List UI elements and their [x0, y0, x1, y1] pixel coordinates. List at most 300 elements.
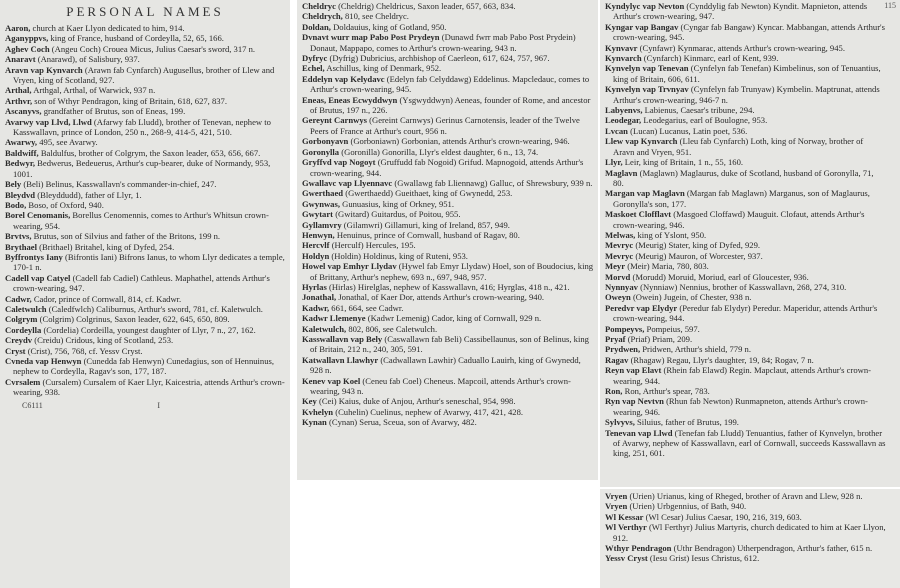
- entry-description: 802, 806, see Caletwulch.: [348, 323, 438, 334]
- entry-description: (Rhagaw) Regau, Llyr's daughter, 19, 84; Rogav, 7 n.: [630, 354, 814, 365]
- index-entry: [605, 303, 886, 324]
- index-entry: [302, 240, 594, 250]
- index-entry: [302, 407, 594, 417]
- index-entry: [5, 33, 286, 43]
- entry-description: Gunuasius, king of Orkney, 951.: [342, 198, 454, 209]
- entry-description: grandfather of Brutus, son of Eneas, 199.: [43, 106, 186, 117]
- index-entry: [5, 23, 286, 33]
- entry-headword: Vryen: [605, 491, 628, 501]
- entry-description: Pompeius, 597.: [646, 323, 700, 334]
- entry-headword: Maglavn: [605, 167, 638, 178]
- index-entry: [302, 188, 594, 198]
- index-entry: [5, 273, 286, 294]
- index-column-1: [0, 0, 290, 588]
- index-entry: [5, 200, 286, 210]
- index-entry: [5, 44, 286, 54]
- entry-headword: Brythael: [5, 241, 37, 252]
- entry-description: (Meir) Maria, 780, 803.: [627, 261, 709, 272]
- index-entry: [302, 376, 594, 397]
- entry-description: (Urien) Urbgennius, of Bath, 940.: [629, 501, 747, 512]
- entry-description: (Gorboniawn) Gorbonian, attends Arthur's crown-wearing, 946.: [350, 136, 570, 147]
- index-entry: [605, 240, 886, 250]
- entry-headword: Yessv Cryst: [605, 553, 648, 564]
- entry-headword: Aganyppvs,: [5, 33, 49, 44]
- entry-description: (Cynfelyn fab Trunyaw) Kymbelin. Maptrunat, attends Arthur's crown-wearing, 946-7 n.: [613, 84, 880, 105]
- entry-headword: Howel vap Emhyr Llydav: [302, 261, 397, 272]
- index-entry: [605, 292, 886, 302]
- entry-headword: Ragav: [605, 354, 629, 365]
- entry-description: 810, see Cheldryc.: [344, 11, 409, 22]
- index-entry: [302, 178, 594, 188]
- entry-headword: Kynan: [302, 417, 327, 428]
- index-entry: [302, 136, 594, 146]
- entry-headword: Tenevan vap Llwd: [605, 427, 673, 438]
- entry-description: king of Yslont, 950.: [637, 229, 707, 240]
- entry-description: (Priaf) Priam, 209.: [627, 334, 693, 344]
- entry-description: (Hirlas) Hirelglas, nephew of Kasswallavn, 416; Hyrglas, 418 n., 421.: [328, 281, 570, 292]
- index-entry: [302, 334, 594, 355]
- entry-headword: Cvneda vap Henwyn: [5, 356, 82, 366]
- index-entry: [605, 84, 886, 105]
- index-entry: [605, 428, 886, 459]
- index-entry: [302, 282, 594, 292]
- entry-description: 495, see Avarwy.: [39, 137, 98, 148]
- entry-headword: Ryn vap Nevtvn: [605, 396, 664, 407]
- index-entry: [605, 355, 886, 365]
- entry-headword: Cadell vap Catyel: [5, 272, 71, 283]
- entry-headword: Ron,: [605, 386, 623, 397]
- entry-description: (Iesu Grist) Iesus Christus, 612.: [649, 553, 760, 564]
- entry-description: (Morudd) Moruid, Moriud, earl of Gloucester, 936.: [632, 271, 809, 282]
- entry-description: (Cuhelin) Cuelinus, nephew of Avarwy, 417, 421, 428.: [335, 406, 524, 417]
- entry-headword: Arthvr,: [5, 95, 33, 106]
- entry-description: (Colgrim) Colgrinus, Saxon leader, 622, 645, 650, 809.: [39, 314, 230, 325]
- index-entry: [605, 43, 886, 53]
- index-entry: [605, 282, 886, 292]
- entry-description: (Cynfarch) Kinmarc, earl of Kent, 939.: [643, 53, 779, 64]
- entry-description: (Cordelia) Cordeilla, youngest daughter of Llyr, 7 n., 27, 162.: [43, 324, 256, 335]
- index-entry: [605, 188, 886, 209]
- index-entry: [605, 417, 886, 427]
- entry-description: (Cadell fab Cadiel) Cathleus. Maphathel, attends Arthur's crown-wearing, 947.: [13, 272, 270, 294]
- entry-description: (Lleu fab Cynfarch) Loth, king of Norway, brother of Aravn and Vryen, 951.: [613, 136, 864, 157]
- index-entry: [5, 148, 286, 158]
- entry-headword: Pryaf: [605, 334, 626, 344]
- index-entry: [302, 355, 594, 376]
- entry-headword: Gwerthaed: [302, 188, 344, 199]
- index-entry: [605, 168, 886, 189]
- entry-headword: Gwallavc vap Llyennavc: [302, 177, 393, 188]
- entry-headword: Morvd: [605, 271, 631, 282]
- entry-description: Labienus, Caesar's tribune, 294.: [644, 105, 755, 116]
- entry-headword: Sylvyvs,: [605, 417, 635, 428]
- entry-headword: Brvtvs,: [5, 231, 32, 242]
- index-entry: [302, 53, 594, 63]
- index-entry: [5, 96, 286, 106]
- entry-headword: Katwallavn Llawhyr: [302, 354, 379, 365]
- entry-headword: Byffrontys Iany: [5, 251, 63, 262]
- entry-description: (Gwallawg fab Lliennawg) Galluc, of Shrewsbury, 939 n.: [394, 177, 593, 188]
- entry-headword: Caletwulch: [5, 303, 47, 314]
- index-entry: [605, 53, 886, 63]
- index-entry: [5, 335, 286, 345]
- entry-description: (Masgoed Cloffawd) Mauguit. Clofaut, attends Arthur's crown-wearing, 946.: [613, 209, 865, 230]
- entry-description: Siluius, father of Brutus, 199.: [637, 417, 739, 428]
- index-entry: [605, 230, 886, 240]
- entry-description: Brutus, son of Silvius and father of the Britons, 199 n.: [33, 231, 221, 242]
- entry-headword: Dvnavt wurr map Pabo Post Prydeyn: [302, 32, 440, 43]
- entry-headword: Wl Kessar: [605, 511, 644, 522]
- index-entry: [302, 157, 594, 178]
- entry-description: Doldauius, king of Gotland, 950.: [333, 21, 447, 32]
- entry-headword: Kvhelyn: [302, 406, 334, 417]
- entry-description: (Gwitard) Guitardus, of Poitou, 955.: [335, 209, 461, 220]
- index-entry: [302, 313, 594, 323]
- entry-description: Boso, of Oxford, 940.: [28, 199, 104, 210]
- entry-description: Bedwerus, Bedeuerus, Arthur's cup-bearer, duke of Normandy, 953, 1001.: [13, 158, 271, 179]
- entry-description: (Arawn fab Cynfarch) Augusellus, brother of Llew and Vryen, king of Scotland, 927.: [13, 64, 275, 86]
- index-entry: [605, 386, 886, 396]
- index-entry: [5, 231, 286, 241]
- index-entry: [605, 512, 896, 522]
- entry-headword: Kyngar vap Bangav: [605, 21, 679, 32]
- index-entry: [605, 251, 886, 261]
- entry-description: (Dyfrig) Dubricius, archbishop of Caerleon, 617, 624, 757, 967.: [329, 53, 550, 64]
- entry-headword: Cordeylla: [5, 324, 42, 335]
- entry-headword: Kasswallavn vap Bely: [302, 334, 383, 344]
- entry-description: (Urien) Urianus, king of Rheged, brother of Aravn and Llew, 928 n.: [629, 491, 863, 501]
- entry-description: (Holdin) Holdinus, king of Ruteni, 953.: [331, 250, 468, 261]
- entry-description: (Ysgwyddwyn) Aeneas, founder of Rome, and ancestor of Brutus, 197 n., 226.: [310, 94, 591, 116]
- entry-description: (Cheldrig) Cheldricus, Saxon leader, 657, 663, 834.: [338, 1, 516, 11]
- entry-description: (Creidu) Cridous, king of Scotland, 253.: [34, 335, 174, 346]
- index-entry: [605, 543, 896, 553]
- entry-description: Aschillus, king of Denmark, 952.: [326, 63, 442, 74]
- index-entry: [302, 261, 594, 282]
- index-entry: [5, 210, 286, 231]
- entry-headword: Key: [302, 396, 317, 407]
- index-entry: [605, 522, 896, 543]
- entry-headword: Llyr,: [605, 157, 623, 168]
- entry-headword: Gwynwas,: [302, 198, 340, 209]
- entry-headword: Kadwr,: [302, 302, 330, 313]
- entry-list: [600, 0, 900, 459]
- entry-headword: Kynvelyn vap Tenevan: [605, 63, 689, 74]
- entry-headword: Gereynt Carnwys: [302, 115, 368, 126]
- index-entry: [605, 105, 886, 115]
- index-entry: [605, 63, 886, 84]
- index-entry: [5, 325, 286, 335]
- entry-headword: Aaron,: [5, 23, 31, 33]
- index-entry: [5, 137, 286, 147]
- entry-headword: Colgrym: [5, 314, 38, 325]
- index-entry: [605, 136, 886, 157]
- page-footer: [0, 398, 290, 410]
- entry-description: (Dunawd fwrr mab Pabo Post Prydein) Donaut, Mappapo, comes to Arthur's crown-wearing, 943 n.: [310, 32, 576, 53]
- entry-description: (Cynfelyn fab Tenefan) Kimbelinus, son of Tenuantius, king of Britain, 606, 611.: [613, 63, 881, 84]
- index-entry: [5, 190, 286, 200]
- index-entry: [5, 356, 286, 377]
- entry-description: (Cynfawr) Kynmarac, attends Arthur's crown-wearing, 945.: [639, 42, 845, 53]
- entry-headword: Creydv: [5, 335, 33, 346]
- index-entry: [605, 501, 896, 511]
- entry-description: (Rhein fab Elawd) Regin. Mapclaut, attends Arthur's crown-wearing, 944.: [613, 365, 872, 386]
- entry-list: [297, 0, 598, 428]
- entry-headword: Prydwen,: [605, 344, 641, 355]
- entry-headword: Lvcan: [605, 125, 628, 136]
- index-entry: [605, 553, 896, 563]
- entry-headword: Vryen: [605, 501, 628, 512]
- entry-headword: Kenev vap Koel: [302, 375, 361, 386]
- index-column-3: [600, 0, 900, 487]
- entry-headword: Henwyn,: [302, 229, 335, 240]
- index-entry: [5, 346, 286, 356]
- index-entry: [5, 377, 286, 398]
- entry-headword: Cheldrych,: [302, 11, 343, 22]
- entry-description: (Rhun fab Newton) Runmapneton, attends Arthur's crown-wearing, 946.: [613, 396, 868, 417]
- entry-headword: Mevryc: [605, 240, 634, 251]
- entry-headword: Kaletwulch,: [302, 323, 347, 334]
- index-entry: [605, 365, 886, 386]
- index-entry: [5, 106, 286, 116]
- index-entry: [302, 11, 594, 21]
- entry-headword: Cvrsalem: [5, 376, 41, 387]
- entry-description: (Edelyn fab Celyddawg) Eddelinus. Mapcledauc, comes to Arthur's crown-wearing, 945.: [310, 73, 590, 95]
- entry-description: Leir, king of Britain, 1 n., 55, 160.: [624, 157, 744, 168]
- entry-description: (Wl Cesar) Julius Caesar, 190, 216, 319, 603.: [645, 511, 802, 522]
- index-entry: [605, 334, 886, 344]
- index-entry: [302, 230, 594, 240]
- entry-description: (Uthr Bendragon) Utherpendragon, Arthur's father, 615 n.: [673, 543, 873, 554]
- entry-description: (Gruffudd fab Nogoid) Grifud. Mapnogoid, attends Arthur's crown-wearing, 944.: [310, 157, 584, 178]
- index-entry: [302, 22, 594, 32]
- entry-description: son of Wthyr Pendragon, king of Britain, 618, 627, 837.: [34, 95, 228, 106]
- page-number: 115: [884, 1, 896, 10]
- entry-description: (Cadwallawn Lawhir) Caduallo Lauirh, king of Gwynedd, 928 n.: [310, 354, 581, 376]
- entry-description: (Bifrontis Iani) Bifrons Ianus, to whom Llyr dedicates a temple, 170-1 n.: [13, 251, 285, 273]
- entry-description: (Peredur fab Elydyr) Peredur. Maperidur, attends Arthur's crown-wearing, 944.: [613, 302, 878, 324]
- entry-description: Pridwen, Arthur's shield, 779 n.: [642, 344, 751, 355]
- entry-headword: Kyndylyc vap Nevton: [605, 1, 685, 11]
- entry-description: (Tenefan fab Lludd) Tenuantius, father of Kynvelyn, brother of Avarwy, nephew of Kasswallavn, earl of Cornwall, succeeds Kasswallavn as king, 251, 601.: [613, 427, 886, 459]
- entry-description: Baldulfus, brother of Colgrym, the Saxon leader, 653, 656, 667.: [40, 147, 261, 158]
- entry-headword: Bleydvd: [5, 189, 36, 200]
- page-title: PERSONAL NAMES: [66, 4, 224, 19]
- index-entry: [605, 157, 886, 167]
- entry-headword: Peredvr vap Elydyr: [605, 302, 678, 313]
- entry-headword: Eddelyn vap Kelydavc: [302, 73, 385, 84]
- entry-description: (Cei) Kaius, duke of Anjou, Arthur's seneschal, 954, 998.: [318, 396, 516, 407]
- entry-headword: Ascanyvs,: [5, 106, 42, 117]
- index-entry: [302, 95, 594, 116]
- index-entry: [605, 261, 886, 271]
- entry-description: (Angeu Coch) Crouea Micus, Julius Caesar's sword, 317 n.: [51, 43, 256, 54]
- entry-description: (Nynniaw) Nennius, brother of Kasswallavn, 268, 274, 310.: [640, 281, 847, 292]
- entry-description: (Gwerthaedd) Gueithaet, king of Gwynedd, 253.: [345, 188, 513, 199]
- entry-description: Jonathal, of Kaer Dor, attends Arthur's crown-wearing, 940.: [338, 292, 545, 303]
- entry-headword: Aravn vap Kynvarch: [5, 64, 83, 75]
- blank-area-middle: [297, 480, 600, 588]
- entry-description: 661, 664, see Cadwr.: [331, 302, 404, 313]
- entry-list: [600, 489, 900, 564]
- entry-headword: Dyfryc: [302, 53, 328, 64]
- entry-headword: Mevryc: [605, 250, 634, 261]
- entry-headword: Meyr: [605, 261, 626, 272]
- entry-description: (Caswallawn fab Beli) Cassibellaunus, son of Belinus, king of Britain, 212 n., 240, 305, 591.: [310, 334, 589, 355]
- entry-headword: Awarwy,: [5, 137, 38, 148]
- index-entry: [5, 294, 286, 304]
- index-entry: [302, 63, 594, 73]
- entry-description: (Wl Ferthyr) Julius Martyris, church dedicated to him at Kaer Llyon, 912.: [613, 522, 886, 543]
- entry-headword: Gyllamvry: [302, 219, 342, 230]
- entry-headword: Gryffvd vap Nogoyt: [302, 157, 376, 168]
- entry-description: (Cursalem) Cursalem of Kaer Llyr, Kaicestria, attends Arthur's crown-wearing, 938.: [13, 376, 285, 398]
- entry-headword: Kadwr Llemenye: [302, 313, 366, 324]
- index-entry: [5, 54, 286, 64]
- entry-list: [0, 23, 290, 398]
- entry-headword: Arthal,: [5, 85, 32, 96]
- entry-headword: Cryst: [5, 345, 26, 356]
- entry-headword: Hercvlf: [302, 240, 330, 251]
- entry-description: (Cyngar fab Bangaw) Kyncar. Mabbangan, attends Arthur's crown-wearing, 945.: [613, 21, 885, 43]
- entry-headword: Anaravt: [5, 54, 36, 65]
- index-entry: [302, 396, 594, 406]
- entry-description: (Crist), 756, 768, cf. Yessv Cryst.: [27, 345, 143, 356]
- index-entry: [302, 324, 594, 334]
- entry-headword: Avarwy vap Llvd, Llwd: [5, 116, 92, 127]
- index-entry: [605, 491, 896, 501]
- entry-headword: Bely: [5, 179, 22, 190]
- entry-headword: Margan vap Maglavn: [605, 188, 685, 199]
- entry-description: (Afarwy fab Lludd), brother of Tenevan, nephew to Kasswallavn, prince of London, 250 n., 268-9, 414-5, 421, 510.: [13, 116, 271, 138]
- entry-description: Henuinus, prince of Cornwall, husband of Ragav, 80.: [336, 229, 520, 240]
- entry-headword: Echel,: [302, 63, 325, 74]
- index-entry: [5, 179, 286, 189]
- index-entry: [605, 344, 886, 354]
- entry-description: (Margan fab Maglawn) Marganus, son of Maglaurus, Goronylla's son, 177.: [613, 188, 870, 209]
- entry-description: (Meurig) Mauron, of Worcester, 937.: [635, 250, 763, 261]
- entry-description: (Meurig) Stater, king of Dyfed, 929.: [635, 240, 761, 251]
- entry-description: (Kadwr Lemenig) Cador, king of Cornwall, 929 n.: [367, 313, 542, 324]
- index-entry: [302, 115, 594, 136]
- index-entry: [302, 220, 594, 230]
- footer-folio: I: [157, 400, 160, 410]
- entry-headword: Melwas,: [605, 229, 636, 240]
- entry-description: (Cynddylig fab Newton) Kyndit. Mapnieton, attends Arthur's crown-wearing, 947.: [613, 1, 868, 22]
- index-entry: [302, 303, 594, 313]
- entry-description: (Beli) Belinus, Kasswallavn's commander-in-chief, 247.: [23, 179, 217, 190]
- entry-headword: Cheldryc: [302, 1, 336, 11]
- entry-headword: Aghev Coch: [5, 43, 50, 54]
- index-entry: [302, 74, 594, 95]
- entry-headword: Oweyn: [605, 292, 631, 303]
- index-entry: [605, 324, 886, 334]
- index-entry: [605, 115, 886, 125]
- entry-description: Borellus Cenomennis, comes to Arthur's Whitsun crown-wearing, 954.: [13, 210, 269, 231]
- index-entry: [605, 22, 886, 43]
- index-entry: [605, 272, 886, 282]
- entry-description: (Lucan) Lucanus, Latin poet, 536.: [630, 125, 748, 136]
- index-entry: [605, 126, 886, 136]
- index-entry: [302, 199, 594, 209]
- entry-headword: Labyenvs,: [605, 105, 643, 116]
- index-entry: [5, 242, 286, 252]
- entry-description: Arthgal, Arthal, of Warwick, 937 n.: [33, 85, 156, 96]
- entry-description: (Cynan) Serua, Sceua, son of Avarwy, 482.: [329, 417, 477, 428]
- index-entry: [5, 158, 286, 179]
- index-entry: [5, 65, 286, 86]
- index-entry: [302, 147, 594, 157]
- entry-description: (Hywel fab Emyr Llydaw) Hoel, son of Boudocius, king of Brittany, Arthur's nephew, 693 n., 697, 948, 957.: [310, 261, 594, 282]
- entry-description: (Ceneu fab Coel) Cheneus. Mapcoil, attends Arthur's crown-wearing, 943 n.: [310, 375, 571, 397]
- entry-headword: Pompeyvs,: [605, 323, 645, 334]
- index-entry: [605, 209, 886, 230]
- entry-description: (Gilamwri) Gillamuri, king of Ireland, 857, 949.: [343, 219, 510, 230]
- entry-description: (Herculf) Hercules, 195.: [331, 240, 416, 251]
- index-entry: [302, 209, 594, 219]
- entry-headword: Jonathal,: [302, 292, 337, 303]
- entry-headword: Goronylla: [302, 146, 340, 157]
- entry-headword: Doldan,: [302, 21, 331, 32]
- entry-description: king of France, husband of Cordeylla, 52, 65, 166.: [50, 33, 224, 44]
- entry-headword: Leodegar,: [605, 115, 642, 126]
- entry-description: church at Kaer Llyon dedicated to him, 914.: [32, 23, 185, 33]
- index-entry: [302, 251, 594, 261]
- entry-description: Leodegarius, earl of Boulogne, 953.: [643, 115, 768, 126]
- entry-headword: Bedwyr,: [5, 158, 36, 169]
- entry-description: (Owein) Jugein, of Chester, 938 n.: [632, 292, 752, 303]
- entry-headword: Bodo,: [5, 199, 27, 210]
- entry-headword: Kynvavr: [605, 42, 638, 53]
- entry-headword: Kynvelyn vap Trvnyav: [605, 84, 689, 95]
- entry-headword: Llew vap Kynvarch: [605, 136, 678, 147]
- index-column-4: [600, 489, 900, 588]
- entry-description: (Anarawd), of Salisbury, 937.: [37, 54, 140, 65]
- entry-description: (Maglawn) Maglaurus, duke of Scotland, husband of Goronylla, 71, 80.: [613, 167, 874, 188]
- index-entry: [5, 85, 286, 95]
- entry-headword: Eneas, Eneas Ecwyddwyn: [302, 94, 398, 105]
- signature-mark: C6111: [22, 400, 43, 410]
- entry-headword: Wl Verthyr: [605, 522, 647, 533]
- index-entry: [605, 1, 886, 22]
- entry-headword: Gwytart: [302, 209, 334, 220]
- entry-headword: Baldwiff,: [5, 147, 39, 158]
- entry-headword: Gorbonyavn: [302, 136, 349, 147]
- entry-headword: Wthyr Pendragon: [605, 543, 672, 554]
- entry-description: (Gereint Carnwys) Gerinus Carnotensis, leader of the Twelve Peers of France at Arthur's court, 956 n.: [310, 115, 580, 136]
- entry-description: Ron, Arthur's spear, 783.: [624, 386, 710, 397]
- entry-headword: Cadwr,: [5, 293, 32, 304]
- index-entry: [605, 396, 886, 417]
- entry-description: (Bleyddudd), father of Llyr, 1.: [37, 189, 142, 200]
- entry-headword: Maskoet Clofflavt: [605, 209, 672, 220]
- index-entry: [302, 417, 594, 427]
- entry-description: (Caledfwlch) Caliburnus, Arthur's sword, 781, cf. Kaletwulch.: [48, 303, 263, 314]
- entry-description: (Brithael) Britahel, king of Dyfed, 254.: [39, 241, 175, 252]
- index-entry: [5, 117, 286, 138]
- index-column-2: [297, 0, 598, 480]
- entry-description: (Goronilla) Gonorilla, Llyr's eldest daughter, 6 n., 13, 74.: [341, 146, 539, 157]
- index-entry: [5, 252, 286, 273]
- entry-headword: Borel Cenomanis,: [5, 210, 71, 221]
- index-entry: [5, 314, 286, 324]
- entry-headword: Reyn vap Elavt: [605, 365, 662, 376]
- entry-headword: Nynnyav: [605, 281, 638, 292]
- entry-description: (Cunedda fab Henwyn) Cunedagius, son of Hennuinus, nephew to Cordeylla, Ragav's son, 177, 187.: [13, 356, 275, 377]
- entry-headword: Hyrlas: [302, 281, 327, 292]
- entry-description: Cador, prince of Cornwall, 814, cf. Kadwr.: [33, 293, 182, 304]
- index-entry: [302, 1, 594, 11]
